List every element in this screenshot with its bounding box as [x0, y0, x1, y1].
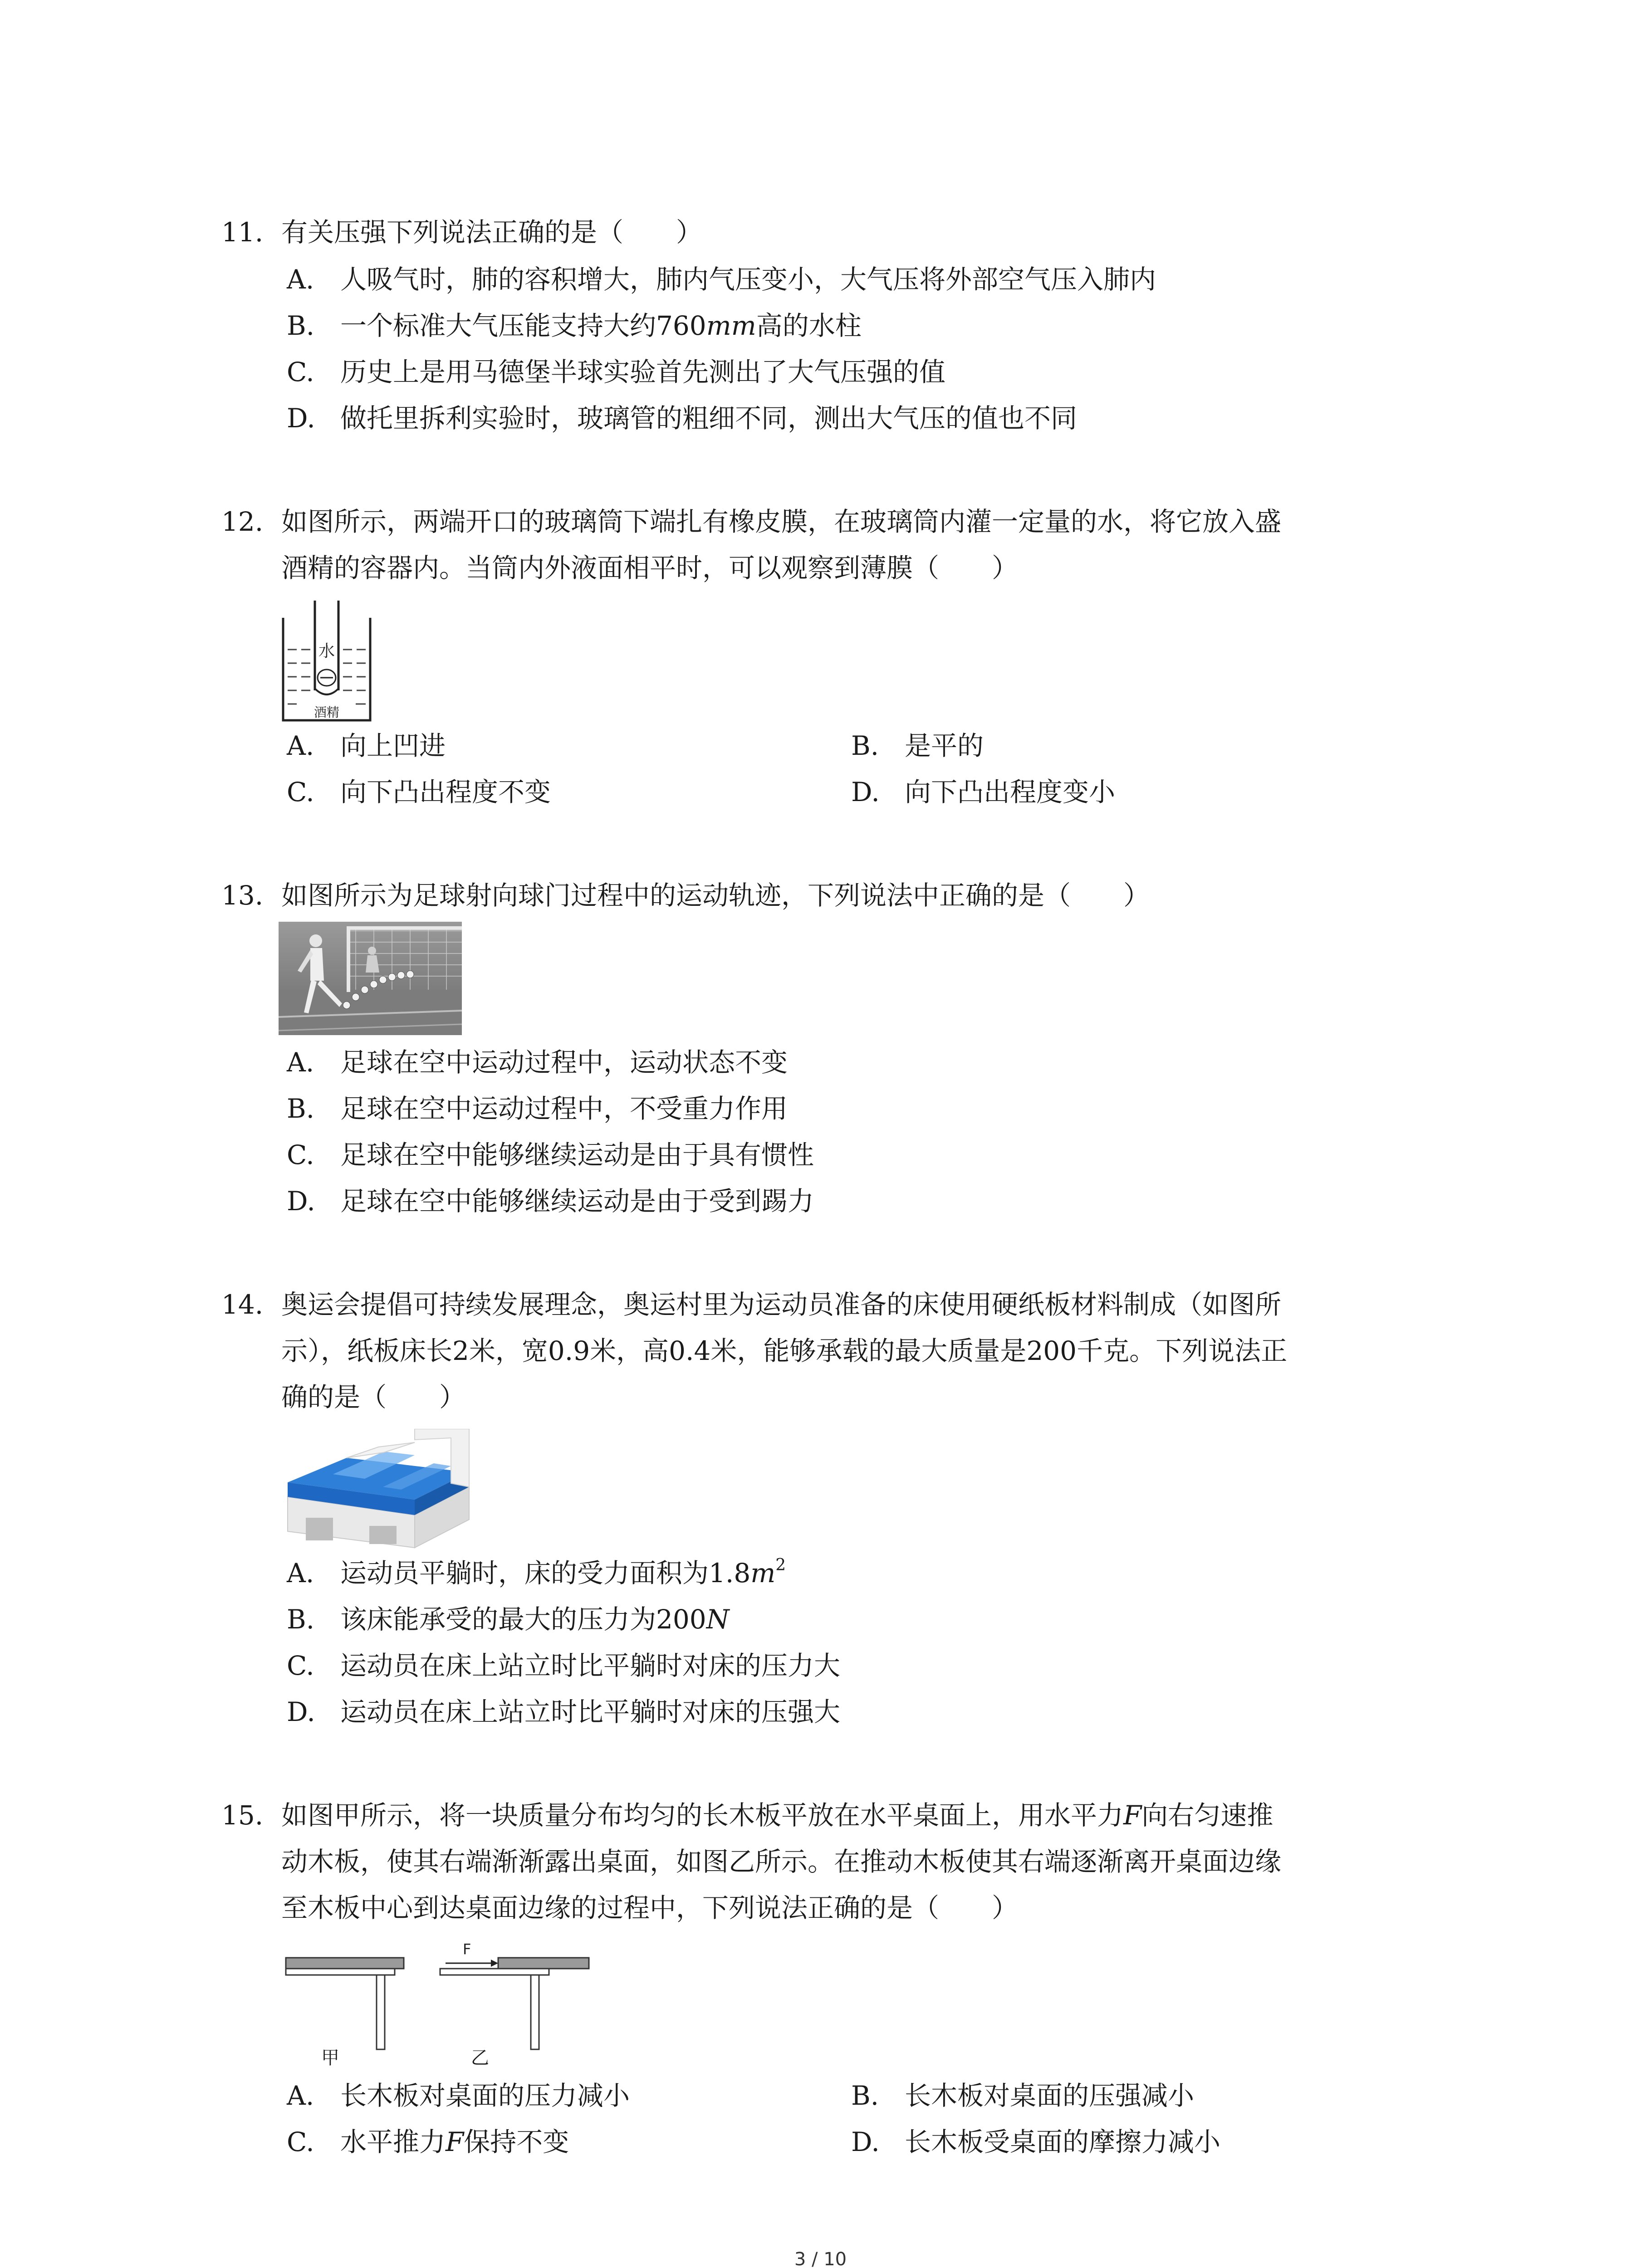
water-label: 水	[318, 642, 335, 660]
q14-option-d[interactable]	[287, 1694, 840, 1730]
option-label: D.	[287, 1696, 315, 1727]
option-text: 长木板对桌面的压力减小	[340, 2080, 630, 2111]
q11-stem: 有关压强下列说法正确的是（ ）	[281, 217, 703, 248]
force-variable: F	[1123, 1800, 1142, 1831]
q14-option-a[interactable]	[287, 1555, 786, 1591]
q11-option-d[interactable]	[287, 400, 1077, 436]
q14-stem-line1: 奥运会提倡可持续发展理念，奥运村里为运动员准备的床使用硬纸板材料制成（如图所	[281, 1289, 1282, 1320]
q13-option-a[interactable]	[287, 1044, 788, 1080]
option-text: 人吸气时，肺的容积增大，肺内气压变小，大气压将外部空气压入肺内	[340, 264, 1156, 295]
q11-number: 11.	[221, 217, 264, 248]
q13-figure-football-photo	[279, 922, 462, 1035]
unit-n: N	[706, 1604, 730, 1635]
q13-option-b[interactable]	[287, 1090, 788, 1127]
page-number: 3 / 10	[794, 2249, 847, 2268]
q15-stem-line2: 动木板，使其右端渐渐露出桌面，如图乙所示。在推动木板使其右端逐渐离开桌面边缘	[281, 1846, 1282, 1877]
q15-number: 15.	[221, 1800, 264, 1831]
force-variable: F	[446, 2126, 464, 2157]
option-label: C.	[287, 357, 314, 387]
option-text: 运动员平躺时，床的受力面积为1.8	[340, 1558, 751, 1589]
q12-figure-glass-tube	[281, 600, 372, 722]
option-text: 是平的	[905, 730, 984, 761]
option-label: D.	[851, 2126, 880, 2157]
option-text: 足球在空中能够继续运动是由于具有惯性	[340, 1139, 814, 1170]
option-text: 历史上是用马德堡半球实验首先测出了大气压强的值	[340, 357, 946, 387]
q13-option-c[interactable]	[287, 1137, 814, 1173]
option-label: B.	[851, 2080, 879, 2111]
force-label: F	[463, 1941, 471, 1958]
q15-stem-line3: 至木板中心到达桌面边缘的过程中，下列说法正确的是（ ）	[281, 1892, 1019, 1923]
q14-option-b[interactable]	[287, 1601, 729, 1637]
q15-option-d[interactable]	[851, 2124, 1220, 2160]
q14-stem-line3: 确的是（ ）	[281, 1382, 466, 1413]
q13-stem: 如图所示为足球射向球门过程中的运动轨迹，下列说法中正确的是（ ）	[281, 880, 1150, 911]
option-text: 足球在空中运动过程中，不受重力作用	[340, 1093, 788, 1124]
figure-label-yi: 乙	[471, 2048, 489, 2068]
unit-m: m	[750, 1558, 776, 1589]
option-text: 足球在空中运动过程中，运动状态不变	[340, 1047, 788, 1078]
q14-number: 14.	[221, 1289, 264, 1320]
option-text: 水平推力	[340, 2126, 446, 2157]
option-label: D.	[287, 403, 315, 434]
unit-mm: mm	[706, 310, 756, 341]
option-label: C.	[287, 1139, 314, 1170]
q13-option-d[interactable]	[287, 1183, 814, 1219]
alcohol-label: 酒精	[314, 705, 340, 720]
option-text: 长木板对桌面的压强减小	[905, 2080, 1195, 2111]
q15-stem-text-tail: 向右匀速推	[1141, 1800, 1274, 1831]
option-label: A.	[287, 1558, 314, 1589]
option-label: D.	[851, 777, 880, 807]
figure-label-jia: 甲	[321, 2048, 339, 2068]
option-label: B.	[287, 1093, 315, 1124]
q12-option-d[interactable]	[851, 774, 1115, 810]
option-text: 运动员在床上站立时比平躺时对床的压强大	[340, 1696, 841, 1727]
q15-stem-text: 如图甲所示，将一块质量分布均匀的长木板平放在水平桌面上，用水平力	[281, 1800, 1124, 1831]
option-label: B.	[851, 730, 879, 761]
option-text: 长木板受桌面的摩擦力减小	[905, 2126, 1221, 2157]
option-label: C.	[287, 1650, 314, 1681]
q11-option-b[interactable]	[287, 308, 862, 344]
option-text: 向上凹进	[340, 730, 446, 761]
q15-option-c[interactable]	[287, 2124, 569, 2160]
q12-number: 12.	[221, 506, 264, 537]
option-label: C.	[287, 2126, 314, 2157]
option-text: 运动员在床上站立时比平躺时对床的压力大	[340, 1650, 841, 1681]
q11-option-c[interactable]	[287, 354, 945, 390]
option-label: B.	[287, 1604, 315, 1635]
q12-stem-line2: 酒精的容器内。当筒内外液面相平时，可以观察到薄膜（ ）	[281, 552, 1019, 583]
q14-stem-line2: 示），纸板床长2米，宽0.9米，高0.4米，能够承载的最大质量是200千克。下列说法正	[281, 1335, 1288, 1366]
option-text: 足球在空中能够继续运动是由于受到踢力	[340, 1186, 814, 1217]
option-label: C.	[287, 777, 314, 807]
option-text: 向下凸出程度不变	[340, 777, 551, 807]
option-label: D.	[287, 1186, 315, 1217]
q12-option-b[interactable]	[851, 728, 984, 764]
q12-option-c[interactable]	[287, 774, 551, 810]
option-text: 向下凸出程度变小	[905, 777, 1116, 807]
option-text: 一个标准大气压能支持大约760	[340, 310, 706, 341]
option-label: A.	[287, 2080, 314, 2111]
option-label: A.	[287, 264, 314, 295]
q14-option-c[interactable]	[287, 1647, 840, 1684]
q12-stem-line1: 如图所示，两端开口的玻璃筒下端扎有橡皮膜，在玻璃筒内灌一定量的水，将它放入盛	[281, 506, 1282, 537]
q14-figure-cardboard-bed	[279, 1429, 478, 1551]
q13-number: 13.	[221, 880, 264, 911]
q15-option-b[interactable]	[851, 2077, 1194, 2114]
option-text-tail: 高的水柱	[756, 310, 862, 341]
option-label: A.	[287, 730, 314, 761]
option-label: B.	[287, 310, 315, 341]
option-text: 做托里拆利实验时，玻璃管的粗细不同，测出大气压的值也不同	[340, 403, 1078, 434]
option-text-tail: 保持不变	[464, 2126, 569, 2157]
q15-option-a[interactable]	[287, 2077, 630, 2114]
unit-exponent: 2	[775, 1556, 786, 1574]
option-text: 该床能承受的最大的压力为200	[340, 1604, 706, 1635]
q15-stem-line1	[281, 1797, 1273, 1833]
q11-option-a[interactable]	[287, 261, 1156, 298]
option-label: A.	[287, 1047, 314, 1078]
q12-option-a[interactable]	[287, 728, 446, 764]
